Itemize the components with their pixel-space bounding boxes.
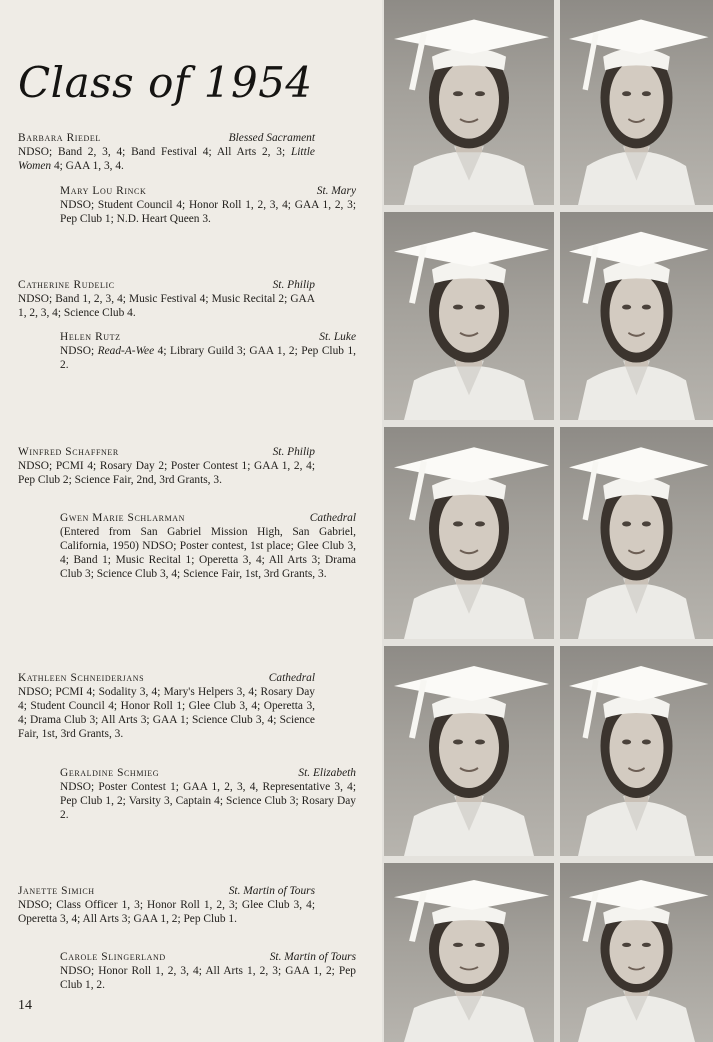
portrait-photo bbox=[560, 427, 713, 639]
portrait-photo bbox=[384, 0, 554, 205]
student-parish: Blessed Sacrament bbox=[228, 132, 315, 144]
portrait-grid bbox=[382, 0, 713, 1042]
student-entry bbox=[18, 445, 315, 487]
portrait-photo bbox=[560, 0, 713, 205]
student-name: Kathleen Schneiderjans bbox=[18, 672, 145, 684]
student-entry bbox=[60, 330, 356, 372]
student-entry bbox=[60, 511, 356, 581]
portrait-photo bbox=[560, 646, 713, 856]
portrait-photo bbox=[560, 863, 713, 1042]
portrait-photo bbox=[560, 212, 713, 420]
page-number: 14 bbox=[18, 998, 32, 1013]
student-entry bbox=[60, 184, 356, 226]
student-parish: St. Philip bbox=[272, 279, 315, 291]
student-parish: St. Martin of Tours bbox=[269, 951, 356, 963]
student-name: Helen Rutz bbox=[60, 331, 121, 343]
portrait-photo bbox=[384, 427, 554, 639]
student-entry bbox=[60, 950, 356, 992]
student-parish: St. Elizabeth bbox=[298, 767, 356, 779]
student-activities: NDSO; Student Council 4; Honor Roll 1, 2, 3, 4; GAA 1, 2, 3; Pep Club 1; N.D. Heart Queen 3. bbox=[60, 199, 356, 225]
student-activities: NDSO; Band 2, 3, 4; Band Festival 4; All Arts 2, 3; Little Women 4; GAA 1, 3, 4. bbox=[18, 146, 315, 172]
portrait-photo bbox=[384, 863, 554, 1042]
student-parish: Cathedral bbox=[268, 672, 315, 684]
student-name: Catherine Rudelic bbox=[18, 279, 115, 291]
student-activities: (Entered from San Gabriel Mission High, San Gabriel, California, 1950) NDSO; Poster contest, 1st place; Glee Club 3, 4; Band 1; Music Recital 1; Operetta 3, 4; All Arts 3; Drama Club 3; Science Club 3, 4; Science Fair, 1st, 3rd Grants, 3. bbox=[60, 526, 356, 580]
student-entry bbox=[60, 766, 356, 822]
student-parish: St. Martin of Tours bbox=[228, 885, 315, 897]
student-activities: NDSO; Band 1, 2, 3, 4; Music Festival 4; Music Recital 2; GAA 1, 2, 3, 4; Science Club 4. bbox=[18, 293, 315, 319]
student-activities: NDSO; PCMI 4; Rosary Day 2; Poster Contest 1; GAA 1, 2, 4; Pep Club 2; Science Fair, 2nd, 3rd Grants, 3. bbox=[18, 460, 315, 486]
student-entry bbox=[18, 278, 315, 320]
student-name: Barbara Riedel bbox=[18, 132, 101, 144]
student-entry bbox=[18, 131, 315, 173]
student-name: Geraldine Schmieg bbox=[60, 767, 160, 779]
student-name: Carole Slingerland bbox=[60, 951, 166, 963]
student-name: Mary Lou Rinck bbox=[60, 185, 147, 197]
student-name: Winfred Schaffner bbox=[18, 446, 119, 458]
page-title: Class of 1954 bbox=[18, 58, 313, 107]
student-activities: NDSO; PCMI 4; Sodality 3, 4; Mary's Helpers 3, 4; Rosary Day 4; Student Council 4; Honor Roll 1; Glee Club 3, 4; Operetta 3, 4; Drama Club 3; All Arts 3; GAA 1; Science Club 3, 4; Science Fair, 1st, 3rd Grants, 3. bbox=[18, 686, 315, 740]
portrait-photo bbox=[384, 646, 554, 856]
student-entry bbox=[18, 671, 315, 741]
student-entry bbox=[18, 884, 315, 926]
student-activities: NDSO; Honor Roll 1, 2, 3, 4; All Arts 1, 2, 3; GAA 1, 2; Pep Club 1, 2. bbox=[60, 965, 356, 991]
student-activities: NDSO; Poster Contest 1; GAA 1, 2, 3, 4, Representative 3, 4; Pep Club 1, 2; Varsity 3, Captain 4; Science Club 3; Rosary Day 2. bbox=[60, 781, 356, 821]
student-parish: St. Mary bbox=[316, 185, 356, 197]
student-activities: NDSO; Read-A-Wee 4; Library Guild 3; GAA 1, 2; Pep Club 1, 2. bbox=[60, 345, 356, 371]
student-parish: St. Luke bbox=[319, 331, 356, 343]
student-parish: Cathedral bbox=[309, 512, 356, 524]
portrait-photo bbox=[384, 212, 554, 420]
student-parish: St. Philip bbox=[272, 446, 315, 458]
student-name: Gwen Marie Schlarman bbox=[60, 512, 186, 524]
student-activities: NDSO; Class Officer 1, 3; Honor Roll 1, 2, 3; Glee Club 3, 4; Operetta 3, 4; All Arts 3; GAA 1, 2; Pep Club 1. bbox=[18, 899, 315, 925]
student-name: Janette Simich bbox=[18, 885, 95, 897]
